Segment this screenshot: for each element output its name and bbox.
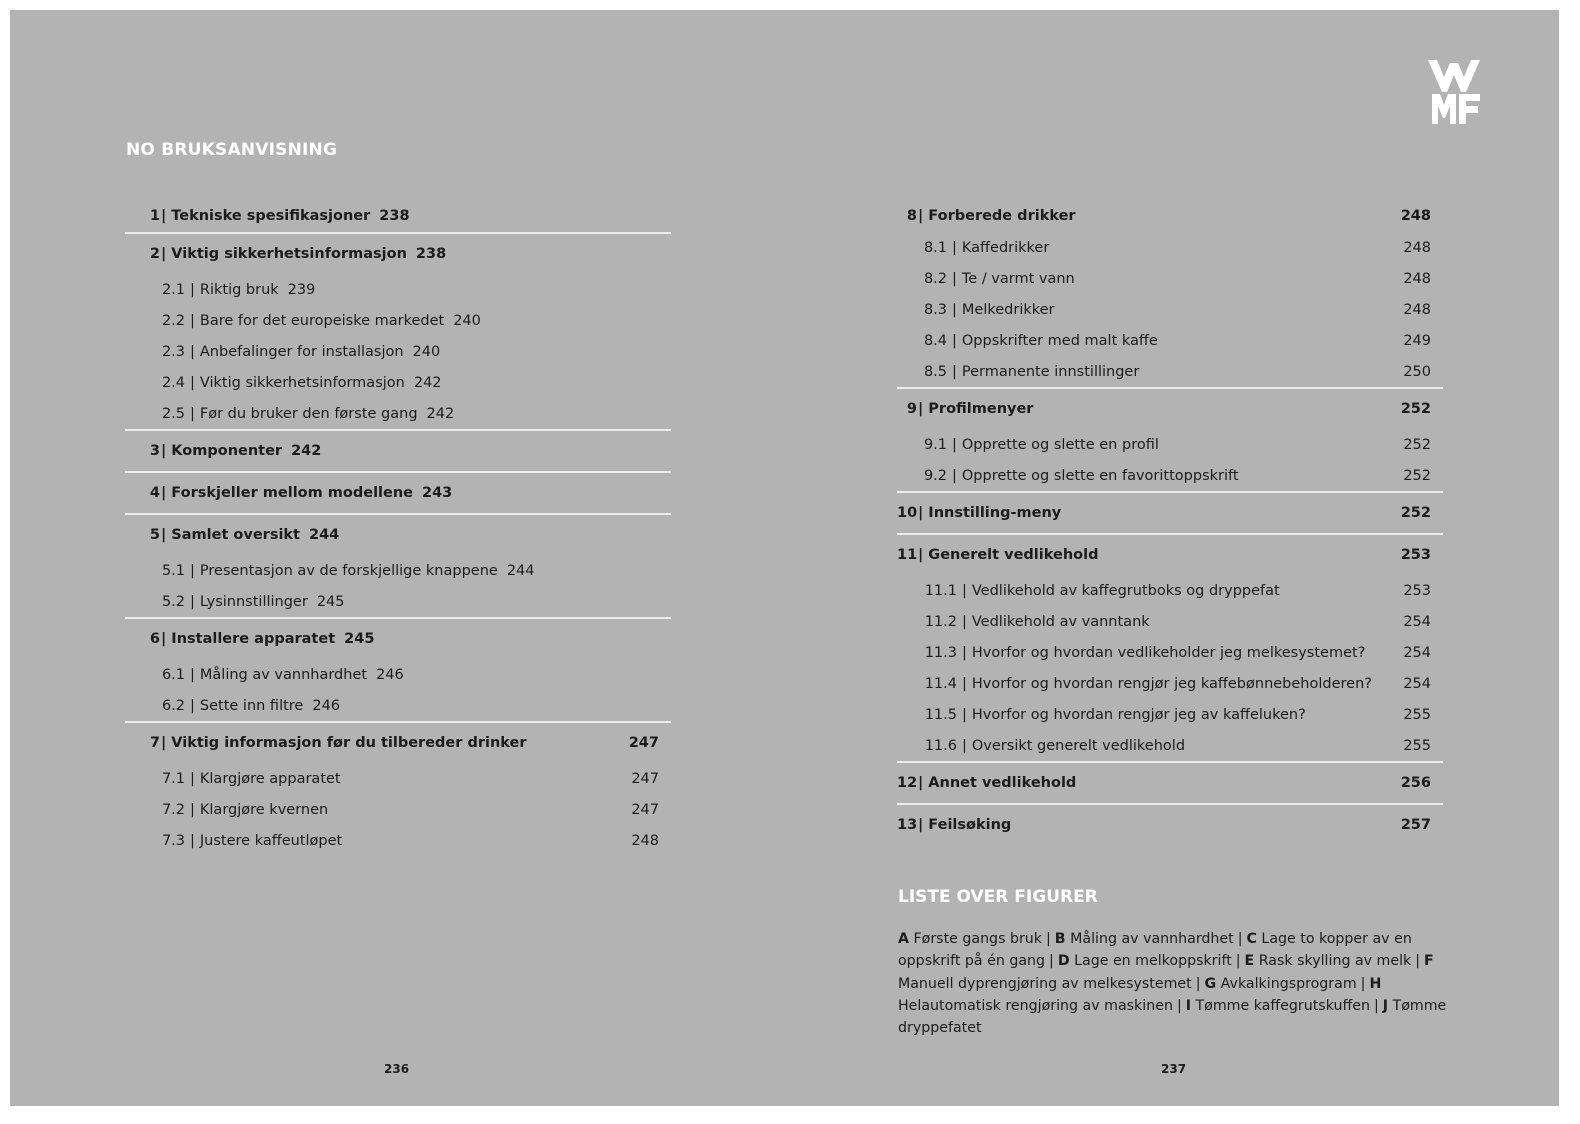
toc-chapter[interactable] <box>897 200 1443 232</box>
toc-page-number: 252 <box>1400 505 1431 521</box>
toc-chapter[interactable] <box>125 429 671 471</box>
toc-chapter[interactable] <box>897 387 1443 429</box>
toc-title: Bare for det europeiske markedet <box>199 312 445 329</box>
toc-page-number: 253 <box>1400 547 1431 563</box>
toc-page-number: 255 <box>1403 737 1431 754</box>
toc-number: 7 <box>149 735 160 751</box>
figure-entry <box>1186 998 1370 1014</box>
page-number-left: 236 <box>384 1062 410 1076</box>
toc-chapter[interactable] <box>897 533 1443 575</box>
toc-page-number: 240 <box>453 312 481 329</box>
figure-title: Manuell dyprengjøring av melkesystemet <box>898 975 1192 992</box>
toc-page-number: 246 <box>312 697 341 714</box>
toc-separator-bar: | <box>952 363 957 380</box>
toc-page-number: 242 <box>291 443 322 459</box>
toc-section[interactable] <box>897 356 1443 387</box>
toc-number: 9.1 <box>923 436 947 453</box>
toc-title: Opprette og slette en profil <box>961 436 1159 453</box>
toc-number: 11.5 <box>924 706 957 723</box>
wmf-logo <box>1428 60 1484 124</box>
toc-number: 9 <box>906 401 917 417</box>
toc-title: Oppskrifter med malt kaffe <box>961 332 1158 349</box>
toc-section[interactable] <box>125 690 671 721</box>
toc-title: Permanente innstillinger <box>961 363 1140 380</box>
figure-separator-bar: | <box>1235 953 1241 970</box>
manual-heading: NO BRUKSANVISNING <box>126 140 338 160</box>
figure-letter: C <box>1246 931 1257 947</box>
toc-page-number: 245 <box>344 631 375 647</box>
toc-chapter[interactable] <box>125 617 671 659</box>
toc-title: Klargjøre kvernen <box>199 801 329 818</box>
figure-entry <box>1245 953 1412 969</box>
toc-separator-bar: | <box>962 613 967 630</box>
toc-page-number: 248 <box>631 832 659 849</box>
toc-page-number: 253 <box>1403 582 1431 599</box>
figures-list <box>898 928 1453 1039</box>
toc-page-number: 247 <box>631 801 659 818</box>
toc-title: Lysinnstillinger <box>199 593 308 610</box>
toc-section[interactable] <box>125 274 671 305</box>
toc-title: Hvorfor og hvordan rengjør jeg kaffebønnebeholderen? <box>971 675 1372 692</box>
figure-letter: E <box>1244 953 1255 970</box>
toc-number: 1 <box>149 208 160 224</box>
toc-number: 4 <box>149 485 160 501</box>
toc-page-number: 245 <box>316 593 345 610</box>
figure-title: Måling av vannhardhet <box>1070 931 1234 947</box>
toc-separator-bar: | <box>190 770 195 787</box>
toc-number: 7.3 <box>161 832 185 849</box>
toc-section[interactable] <box>125 586 671 617</box>
toc-title: Feilsøking <box>928 817 1012 833</box>
toc-title: Vedlikehold av vanntank <box>971 613 1150 630</box>
toc-page-number: 242 <box>426 405 455 422</box>
figure-title: Lage en melkoppskrift <box>1074 953 1232 970</box>
toc-page-number: 240 <box>412 343 441 360</box>
toc-title: Opprette og slette en favorittoppskrift <box>961 467 1239 484</box>
figure-title: Avkalkingsprogram <box>1220 975 1357 992</box>
toc-section[interactable] <box>125 367 671 398</box>
toc-title: Viktig sikkerhetsinformasjon <box>171 246 407 262</box>
toc-number: 6.1 <box>161 666 185 683</box>
figure-letter: J <box>1382 997 1389 1014</box>
figure-title: Helautomatisk rengjøring av maskinen <box>898 997 1173 1014</box>
toc-title: Kaffedrikker <box>961 239 1050 256</box>
toc-section[interactable] <box>125 763 671 794</box>
figure-separator-bar: | <box>1237 931 1243 947</box>
toc-title: Justere kaffeutløpet <box>199 832 343 849</box>
toc-title: Viktig sikkerhetsinformasjon <box>199 374 405 391</box>
toc-separator-bar: | <box>161 208 167 224</box>
toc-number: 11.3 <box>924 644 957 661</box>
toc-chapter[interactable] <box>125 513 671 555</box>
toc-page-number: 248 <box>1403 239 1431 256</box>
figures-heading: LISTE OVER FIGURER <box>898 887 1098 907</box>
toc-separator-bar: | <box>190 801 195 818</box>
figure-separator-bar: | <box>1415 953 1421 970</box>
toc-separator-bar: | <box>190 562 195 579</box>
toc-title: Viktig informasjon før du tilbereder drinker <box>171 735 527 751</box>
toc-chapter[interactable] <box>125 232 671 274</box>
toc-title: Komponenter <box>171 443 283 459</box>
toc-title: Presentasjon av de forskjellige knappene <box>199 562 498 579</box>
toc-separator-bar: | <box>190 832 195 849</box>
toc-title: Te / varmt vann <box>961 270 1075 287</box>
toc-number: 8.4 <box>923 332 947 349</box>
figure-letter: I <box>1185 997 1191 1014</box>
figure-letter: G <box>1204 975 1217 992</box>
toc-number: 11.1 <box>924 582 957 599</box>
toc-separator-bar: | <box>190 374 195 391</box>
toc-title: Innstilling-meny <box>928 505 1062 521</box>
toc-separator-bar: | <box>918 547 924 563</box>
toc-page-number: 239 <box>287 281 316 298</box>
toc-page-number: 252 <box>1403 467 1431 484</box>
figure-letter: H <box>1369 975 1382 992</box>
toc-separator-bar: | <box>952 239 957 256</box>
toc-number: 5.2 <box>161 593 185 610</box>
toc-title: Samlet oversikt <box>171 527 300 543</box>
toc-number: 9.2 <box>923 467 947 484</box>
toc-title: Annet vedlikehold <box>928 775 1077 791</box>
toc-section[interactable] <box>897 730 1443 761</box>
toc-number: 6 <box>149 631 160 647</box>
toc-separator-bar: | <box>952 436 957 453</box>
toc-section[interactable] <box>897 294 1443 325</box>
toc-chapter[interactable] <box>125 471 671 513</box>
figure-letter: D <box>1057 953 1070 970</box>
toc-section[interactable] <box>125 398 671 429</box>
toc-page-number: 244 <box>309 527 340 543</box>
toc-section[interactable] <box>897 637 1443 668</box>
toc-section[interactable] <box>897 606 1443 637</box>
toc-chapter[interactable] <box>897 491 1443 533</box>
toc-number: 11.4 <box>924 675 957 692</box>
toc-page-number: 247 <box>628 735 659 751</box>
toc-section[interactable] <box>125 305 671 336</box>
toc-separator-bar: | <box>962 675 967 692</box>
toc-title: Melkedrikker <box>961 301 1055 318</box>
toc-separator-bar: | <box>918 775 924 791</box>
toc-separator-bar: | <box>161 631 167 647</box>
toc-title: Sette inn filtre <box>199 697 304 714</box>
figure-title: Rask skylling av melk <box>1258 953 1412 970</box>
toc-number: 2.3 <box>161 343 185 360</box>
toc-page-number: 248 <box>1400 208 1431 224</box>
toc-section[interactable] <box>125 825 671 856</box>
toc-chapter[interactable] <box>897 761 1443 803</box>
toc-section[interactable] <box>897 263 1443 294</box>
figure-letter: F <box>1424 953 1434 970</box>
toc-number: 6.2 <box>161 697 185 714</box>
toc-page-number: 238 <box>415 246 447 262</box>
toc-separator-bar: | <box>918 505 924 521</box>
toc-section[interactable] <box>125 336 671 367</box>
toc-page-number: 248 <box>1403 301 1431 318</box>
toc-number: 8.2 <box>923 270 947 287</box>
toc-separator-bar: | <box>190 593 195 610</box>
figure-title: Tømme kaffegrutskuffen <box>1195 997 1370 1014</box>
toc-section[interactable] <box>897 325 1443 356</box>
toc-page-number: 249 <box>1403 332 1431 349</box>
toc-number: 2.1 <box>161 281 185 298</box>
figure-title: Første gangs bruk <box>913 931 1043 947</box>
toc-number: 7.2 <box>161 801 185 818</box>
toc-number: 2 <box>149 246 160 262</box>
toc-section[interactable] <box>125 659 671 690</box>
toc-number: 13 <box>897 817 918 833</box>
toc-page-number: 252 <box>1403 436 1431 453</box>
toc-left-column <box>125 200 671 856</box>
toc-title: Installere apparatet <box>171 631 336 647</box>
toc-number: 8.1 <box>923 239 947 256</box>
toc-number: 11.2 <box>924 613 957 630</box>
toc-number: 11 <box>897 547 918 563</box>
toc-number: 5.1 <box>161 562 185 579</box>
toc-separator-bar: | <box>918 208 924 224</box>
toc-title: Tekniske spesifikasjoner <box>171 208 371 224</box>
toc-separator-bar: | <box>918 817 924 833</box>
toc-separator-bar: | <box>190 343 195 360</box>
toc-separator-bar: | <box>190 405 195 422</box>
toc-separator-bar: | <box>190 666 195 683</box>
toc-number: 3 <box>149 443 160 459</box>
toc-separator-bar: | <box>952 332 957 349</box>
figure-entry <box>1055 931 1234 947</box>
toc-page-number: 244 <box>506 562 535 579</box>
toc-title: Anbefalinger for installasjon <box>199 343 404 360</box>
toc-title: Måling av vannhardhet <box>199 666 368 683</box>
toc-page-number: 254 <box>1403 644 1431 661</box>
toc-chapter[interactable] <box>125 200 671 232</box>
toc-page-number: 246 <box>376 666 404 683</box>
figure-separator-bar: | <box>1373 997 1379 1014</box>
toc-number: 8.5 <box>923 363 947 380</box>
toc-page-number: 254 <box>1403 675 1431 692</box>
toc-separator-bar: | <box>962 706 967 723</box>
figure-separator-bar: | <box>1360 975 1366 992</box>
figure-title: Tømme dryppefatet <box>898 997 1447 1037</box>
toc-title: Riktig bruk <box>199 281 279 298</box>
toc-page-number: 242 <box>413 374 442 391</box>
figure-entry <box>1058 953 1232 969</box>
toc-number: 2.4 <box>161 374 185 391</box>
toc-separator-bar: | <box>161 735 167 751</box>
figure-separator-bar: | <box>1046 931 1051 947</box>
toc-section[interactable] <box>897 460 1443 491</box>
spread-background <box>10 10 1559 1106</box>
toc-title: Generelt vedlikehold <box>928 547 1099 563</box>
toc-title: Oversikt generelt vedlikehold <box>971 737 1186 754</box>
toc-number: 5 <box>149 527 160 543</box>
toc-section[interactable] <box>125 555 671 586</box>
figure-separator-bar: | <box>1176 997 1182 1014</box>
toc-page-number: 252 <box>1400 401 1431 417</box>
toc-number: 2.2 <box>161 312 185 329</box>
toc-page-number: 257 <box>1400 817 1431 833</box>
figure-entry <box>898 931 1042 947</box>
toc-page-number: 248 <box>1403 270 1431 287</box>
toc-page-number: 238 <box>379 208 410 224</box>
figure-letter: B <box>1054 931 1066 947</box>
toc-title: Vedlikehold av kaffegrutboks og dryppefat <box>971 582 1280 599</box>
toc-separator-bar: | <box>190 697 195 714</box>
figure-entry <box>1205 976 1357 992</box>
toc-title: Hvorfor og hvordan vedlikeholder jeg melkesystemet? <box>971 644 1366 661</box>
page-number-right: 237 <box>1161 1062 1187 1076</box>
toc-separator-bar: | <box>962 582 967 599</box>
toc-separator-bar: | <box>190 312 195 329</box>
toc-title: Forskjeller mellom modellene <box>171 485 413 501</box>
toc-page-number: 247 <box>631 770 659 787</box>
toc-number: 8 <box>906 208 917 224</box>
figure-letter: A <box>898 931 909 947</box>
toc-separator-bar: | <box>952 301 957 318</box>
toc-title: Forberede drikker <box>928 208 1076 224</box>
toc-separator-bar: | <box>161 443 167 459</box>
toc-separator-bar: | <box>952 467 957 484</box>
toc-separator-bar: | <box>161 246 167 262</box>
figure-separator-bar: | <box>1049 953 1054 970</box>
toc-number: 12 <box>897 775 918 791</box>
figure-title: Lage to kopper av en oppskrift på én gang <box>898 931 1412 970</box>
figure-separator-bar: | <box>1195 975 1201 992</box>
toc-chapter[interactable] <box>125 721 671 763</box>
toc-number: 10 <box>897 505 918 521</box>
toc-number: 11.6 <box>924 737 957 754</box>
toc-right-column <box>897 200 1443 845</box>
toc-page-number: 243 <box>422 485 453 501</box>
toc-chapter[interactable] <box>897 803 1443 845</box>
toc-separator-bar: | <box>161 527 167 543</box>
toc-separator-bar: | <box>952 270 957 287</box>
toc-number: 7.1 <box>161 770 185 787</box>
toc-section[interactable] <box>125 794 671 825</box>
toc-separator-bar: | <box>962 644 967 661</box>
toc-section[interactable] <box>897 232 1443 263</box>
toc-title: Klargjøre apparatet <box>199 770 341 787</box>
toc-separator-bar: | <box>962 737 967 754</box>
toc-number: 2.5 <box>161 405 185 422</box>
toc-separator-bar: | <box>918 401 924 417</box>
toc-section[interactable] <box>897 668 1443 699</box>
toc-page-number: 254 <box>1403 613 1431 630</box>
toc-section[interactable] <box>897 699 1443 730</box>
toc-number: 8.3 <box>923 301 947 318</box>
toc-title: Hvorfor og hvordan rengjør jeg av kaffeluken? <box>971 706 1306 723</box>
toc-page-number: 255 <box>1403 706 1431 723</box>
toc-separator-bar: | <box>161 485 167 501</box>
toc-page-number: 256 <box>1400 775 1431 791</box>
toc-separator-bar: | <box>190 281 195 298</box>
toc-title: Profilmenyer <box>928 401 1034 417</box>
toc-title: Før du bruker den første gang <box>199 405 418 422</box>
toc-section[interactable] <box>897 575 1443 606</box>
toc-page-number: 250 <box>1403 363 1431 380</box>
toc-section[interactable] <box>897 429 1443 460</box>
